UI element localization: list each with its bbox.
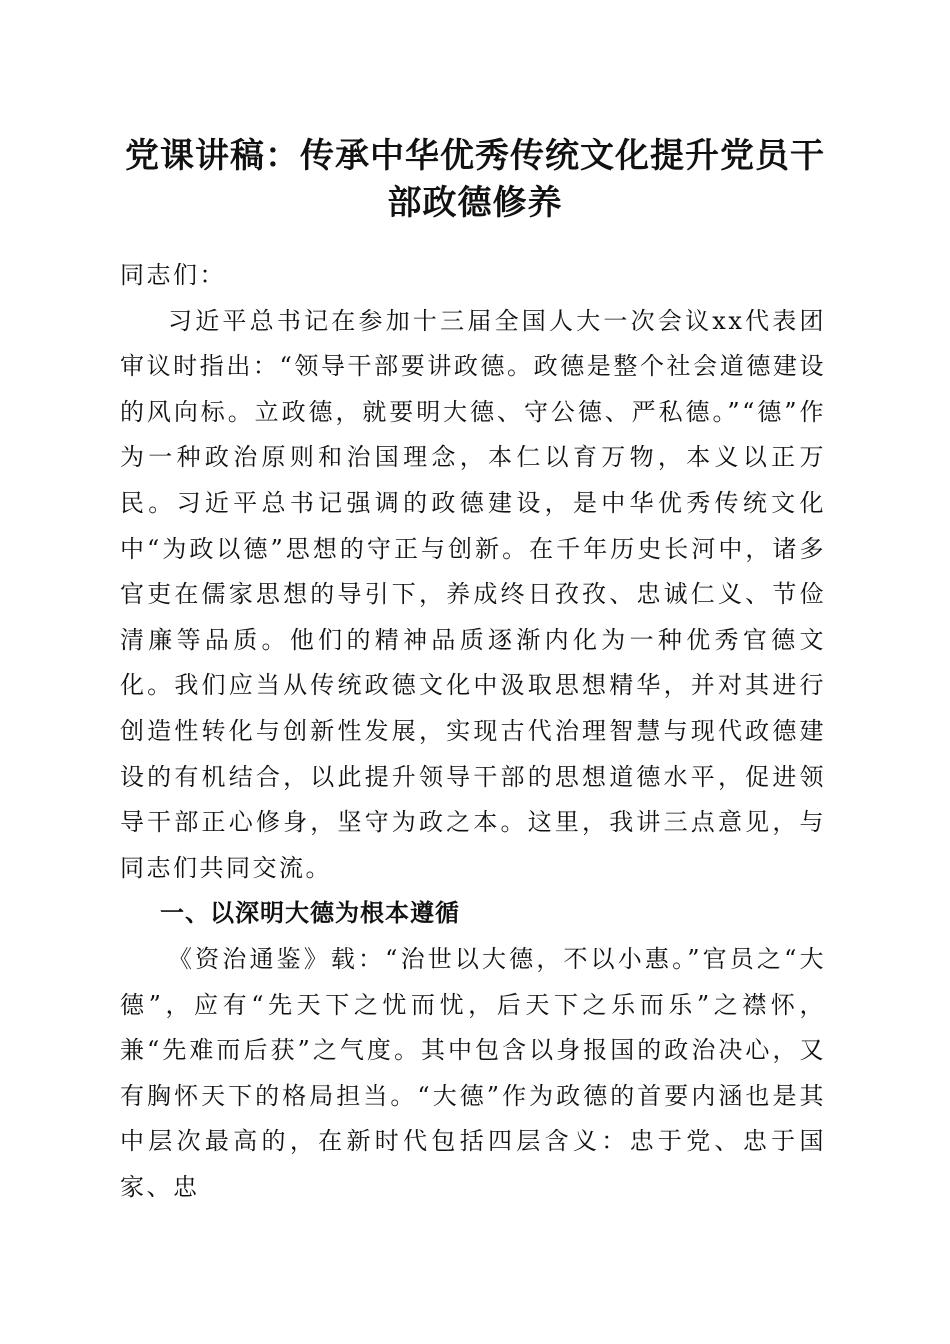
section-heading-1: 一、以深明大德为根本遵循 xyxy=(160,899,460,928)
title-line-1: 党课讲稿：传承中华优秀传统文化提升党员干 xyxy=(125,136,825,176)
document-title xyxy=(100,133,850,227)
paragraph-section-1: 《资治通鉴》载：“治世以大德，不以小惠。”官员之“大德”，应有“先天下之忧而忧，后天下之乐而乐”之襟怀，兼“先难而后获”之气度。其中包含以身报国的政治决心，又有胸怀天下的格局担当。“大德”作为政德的首要内涵也是其中层次最高的，在新时代包括四层含义：忠于党、忠于国家、忠 xyxy=(120,944,826,1201)
title-line-2: 部政德修养 xyxy=(387,183,563,223)
salutation: 同志们： xyxy=(120,261,226,289)
document-body xyxy=(120,253,826,1210)
paragraph-intro: 习近平总书记在参加十三届全国人大一次会议xx代表团审议时指出：“领导干部要讲政德。政德是整个社会道德建设的风向标。立政德，就要明大德、守公德、严私德。”“德”作为一种政治原则和治国理念，本仁以育万物，本义以正万民。习近平总书记强调的政德建设，是中华优秀传统文化中“为政以德”思想的守正与创新。在千年历史长河中，诸多官吏在儒家思想的导引下，养成终日孜孜、忠诚仁义、节俭清廉等品质。他们的精神品质逐渐内化为一种优秀官德文化。我们应当从传统政德文化中汲取思想精华，并对其进行创造性转化与创新性发展，实现古代治理智慧与现代政德建设的有机结合，以此提升领导干部的思想道德水平，促进领导干部正心修身，坚守为政之本。这里，我讲三点意见，与同志们共同交流。 xyxy=(120,306,826,882)
